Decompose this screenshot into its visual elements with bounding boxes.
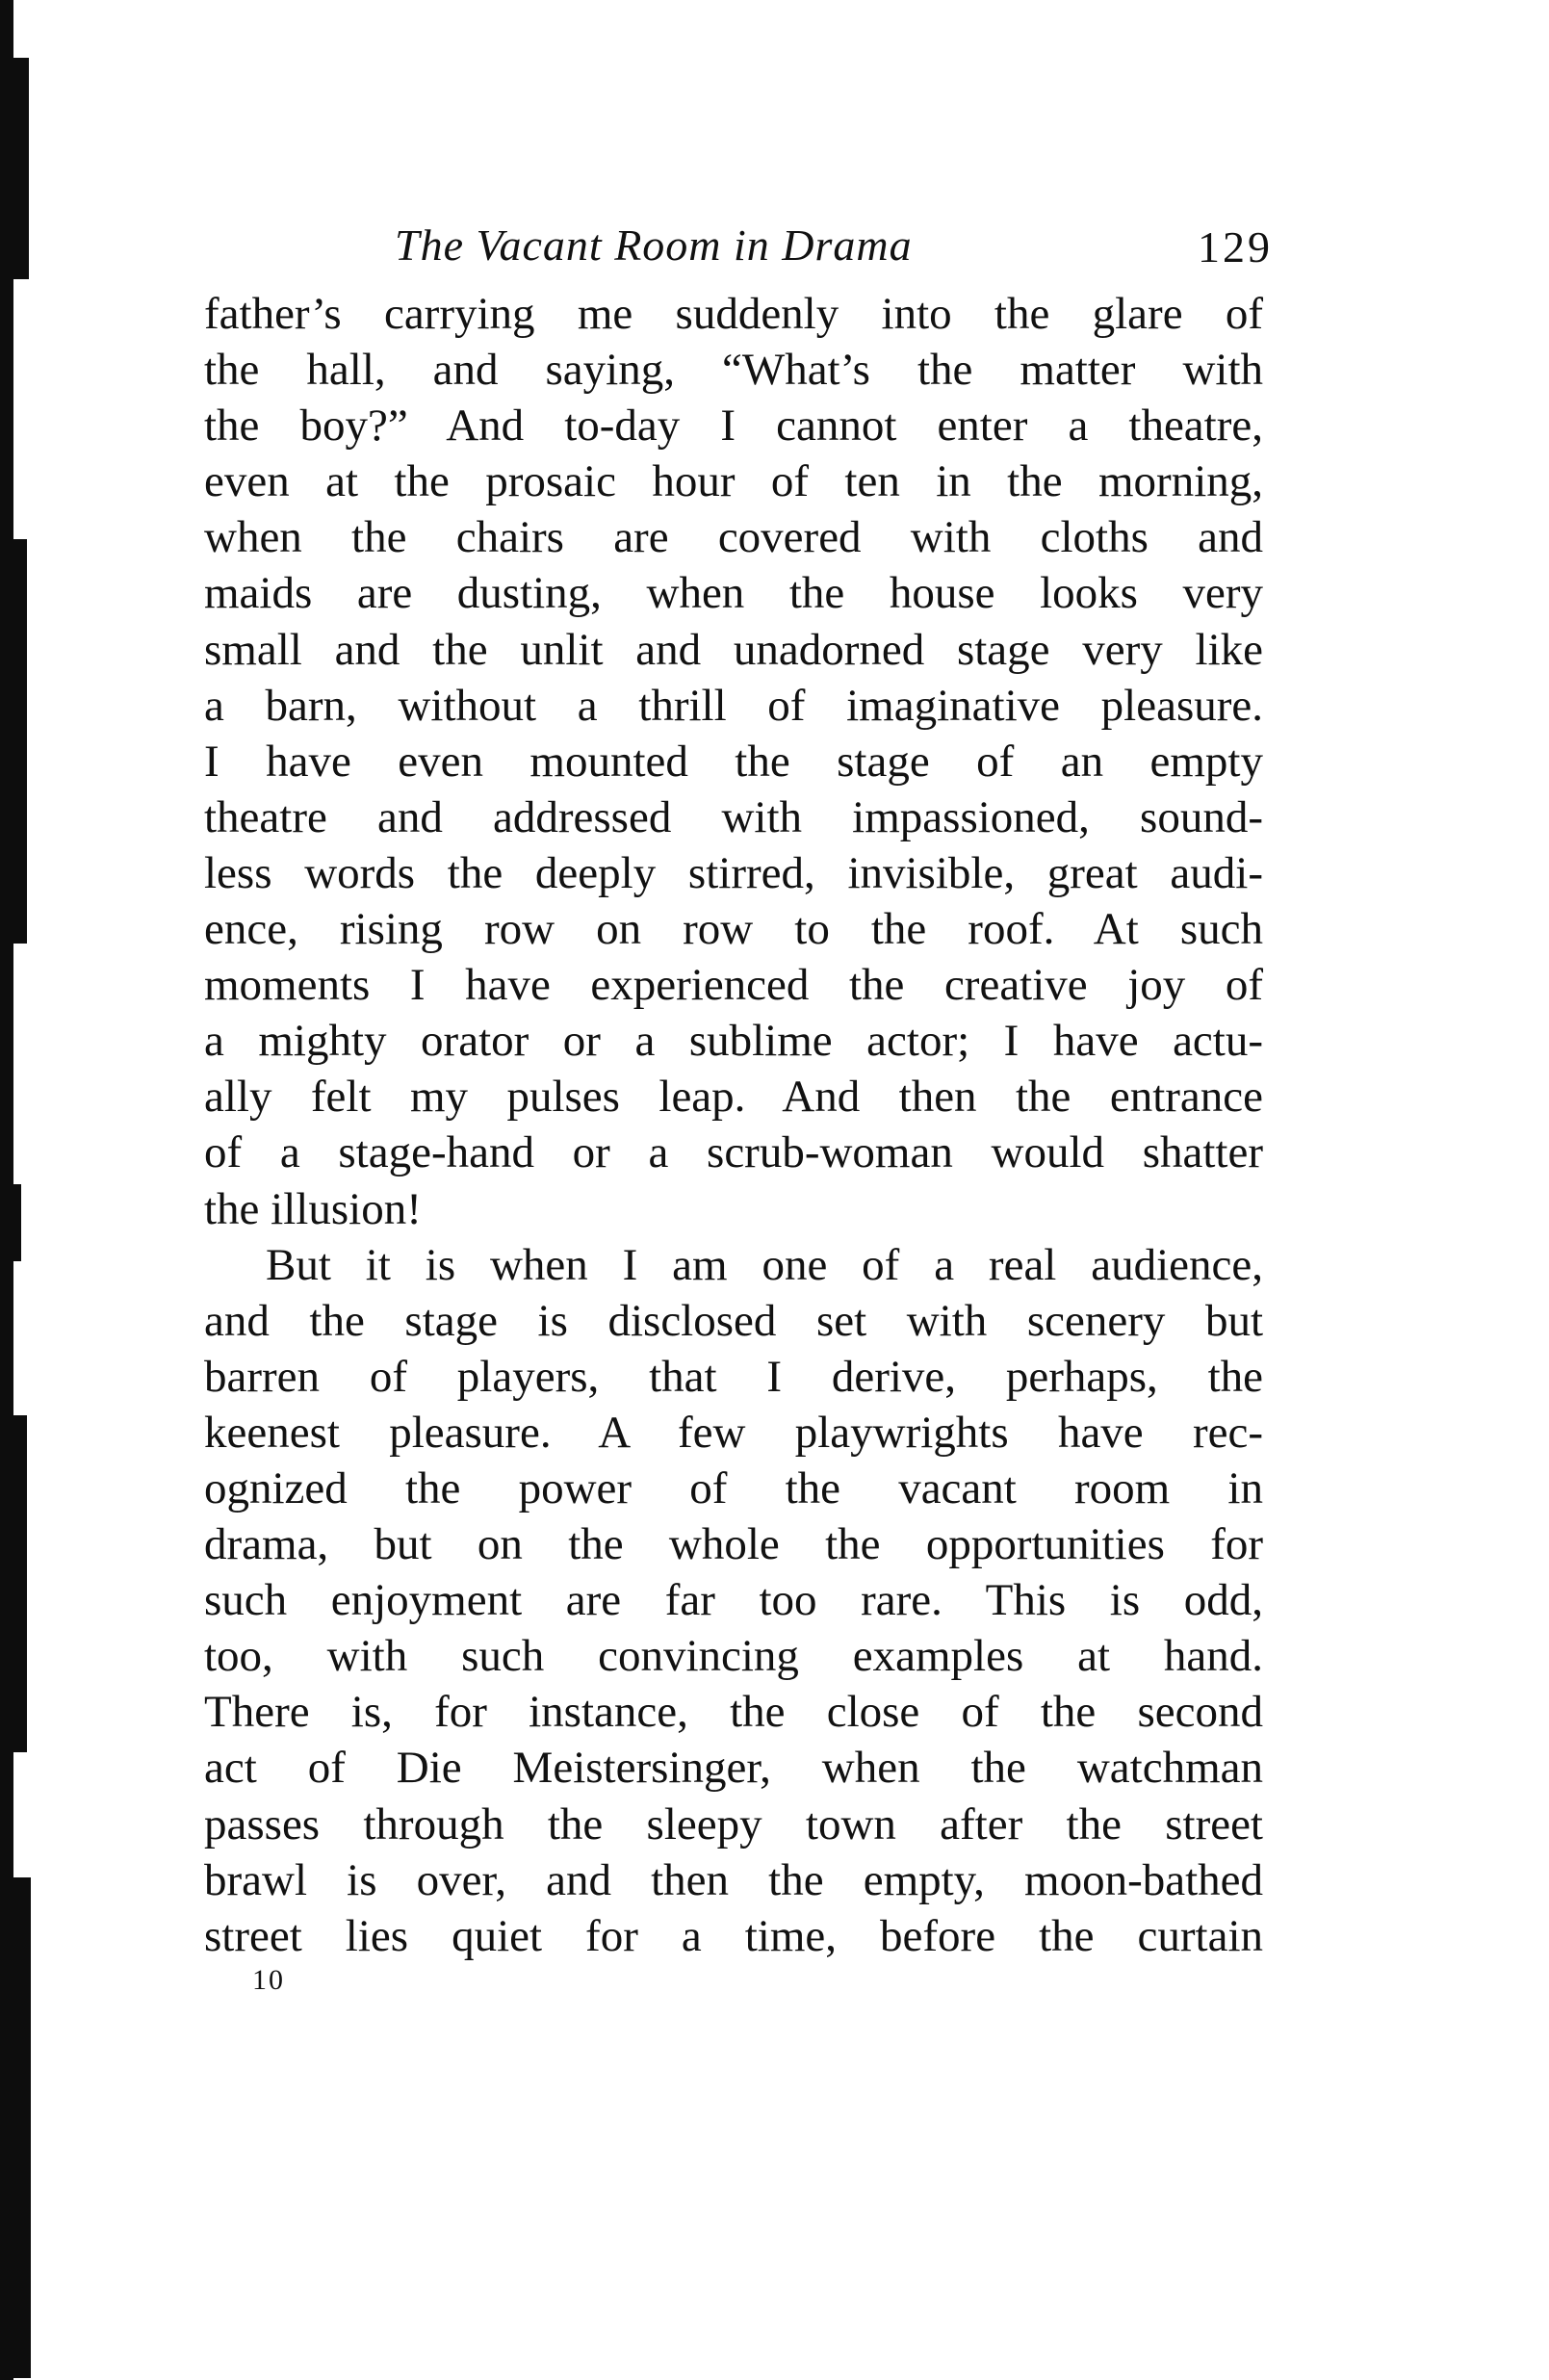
text-line: street lies quiet for a time, before the curtain [204,1910,1263,1961]
text-line: father’s carrying me suddenly into the glare of [204,289,1263,339]
text-line: and the stage is disclosed set with scenery but [204,1295,1263,1346]
text-line: brawl is over, and then the empty, moon-bathed [204,1854,1263,1905]
text-line: keenest pleasure. A few playwrights have rec- [204,1407,1263,1458]
paragraph [204,1237,1263,1964]
signature-mark: 10 [252,1964,285,1996]
text-line: theatre and addressed with impassioned, sound- [204,791,1263,842]
text-line: There is, for instance, the close of the second [204,1687,1263,1738]
text-line: a barn, without a thrill of imaginative pleasure. [204,680,1263,731]
text-line: ally felt my pulses leap. And then the entrance [204,1072,1263,1123]
text-line: the boy?” And to-day I cannot enter a theatre, [204,401,1263,452]
text-line: the hall, and saying, “What’s the matter with [204,345,1263,396]
text-line: moments I have experienced the creative joy of [204,960,1263,1011]
body-text [204,286,1263,1964]
paragraph [204,286,1263,1237]
text-line: even at the prosaic hour of ten in the morning, [204,456,1263,507]
text-line: I have even mounted the stage of an empty [204,736,1263,787]
text-line: the illusion! [204,1183,422,1234]
text-line: of a stage-hand or a scrub-woman would shatter [204,1127,1263,1178]
text-line: too, with such convincing examples at hand. [204,1631,1263,1682]
text-line: But it is when I am one of a real audience, [266,1239,1263,1290]
text-line: less words the deeply stirred, invisible, great audi- [204,847,1263,898]
text-line: small and the unlit and unadorned stage very like [204,624,1263,675]
text-line: passes through the sleepy town after the street [204,1798,1263,1850]
text-line: a mighty orator or a sublime actor; I have actu- [204,1016,1263,1067]
text-line: when the chairs are covered with cloths and [204,512,1263,563]
text-line: maids are dusting, when the house looks very [204,568,1263,619]
running-head [204,220,1273,277]
page-number: 129 [1198,222,1273,272]
text-line: barren of players, that I derive, perhaps, the [204,1351,1263,1402]
text-line: ence, rising row on row to the roof. At such [204,904,1263,955]
text-line: act of Die Meistersinger, when the watchman [204,1743,1263,1794]
binding-edge [0,0,35,2380]
text-line: drama, but on the whole the opportunities for [204,1519,1263,1570]
text-line: ognized the power of the vacant room in [204,1462,1263,1513]
running-title: The Vacant Room in Drama [395,220,913,270]
text-line: such enjoyment are far too rare. This is odd, [204,1575,1263,1626]
